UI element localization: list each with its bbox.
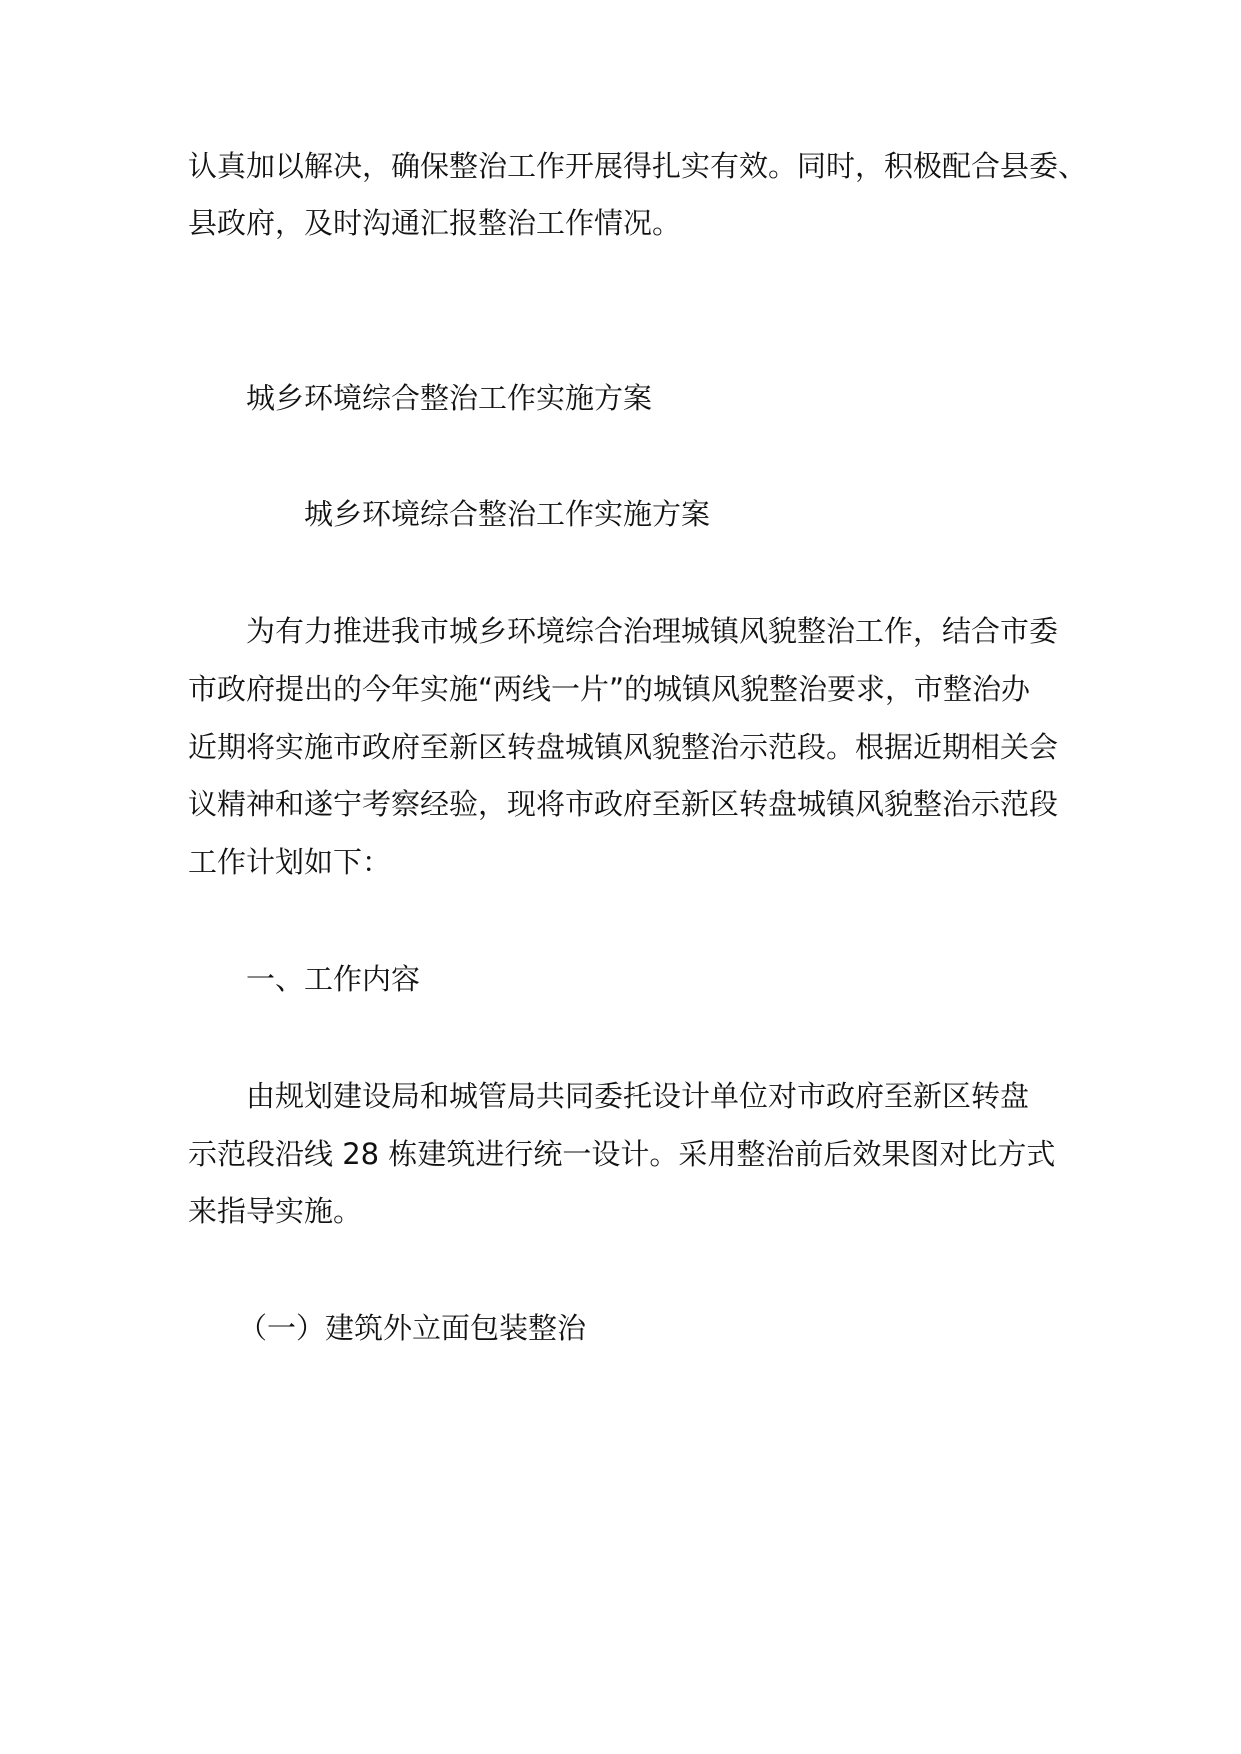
intro-line-3: 近期将实施市政府至新区转盘城镇风貌整治示范段。根据近期相关会 — [188, 730, 1059, 764]
section-heading: 一、工作内容 — [246, 962, 421, 996]
intro-line-4: 议精神和遂宁考察经验，现将市政府至新区转盘城镇风貌整治示范段 — [188, 787, 1059, 821]
section-line-2: 示范段沿线 28 栋建筑进行统一设计。采用整治前后效果图对比方式 — [188, 1137, 1056, 1171]
intro-line-2: 市政府提出的今年实施“两线一片”的城镇风貌整治要求，市整治办 — [188, 672, 1031, 706]
intro-line-1: 为有力推进我市城乡环境综合治理城镇风貌整治工作，结合市委 — [246, 614, 1059, 648]
subsection-heading: （一）建筑外立面包装整治 — [238, 1311, 587, 1345]
document-title: 城乡环境综合整治工作实施方案 — [246, 381, 653, 415]
section-line-1: 由规划建设局和城管局共同委托设计单位对市政府至新区转盘 — [246, 1079, 1030, 1113]
carryover-line-1: 认真加以解决，确保整治工作开展得扎实有效。同时，积极配合县委、 — [188, 149, 1088, 183]
section-line-3: 来指导实施。 — [188, 1194, 363, 1228]
carryover-line-2: 县政府，及时沟通汇报整治工作情况。 — [188, 206, 682, 240]
intro-line-5: 工作计划如下： — [188, 845, 392, 879]
document-subtitle: 城乡环境综合整治工作实施方案 — [304, 497, 711, 531]
